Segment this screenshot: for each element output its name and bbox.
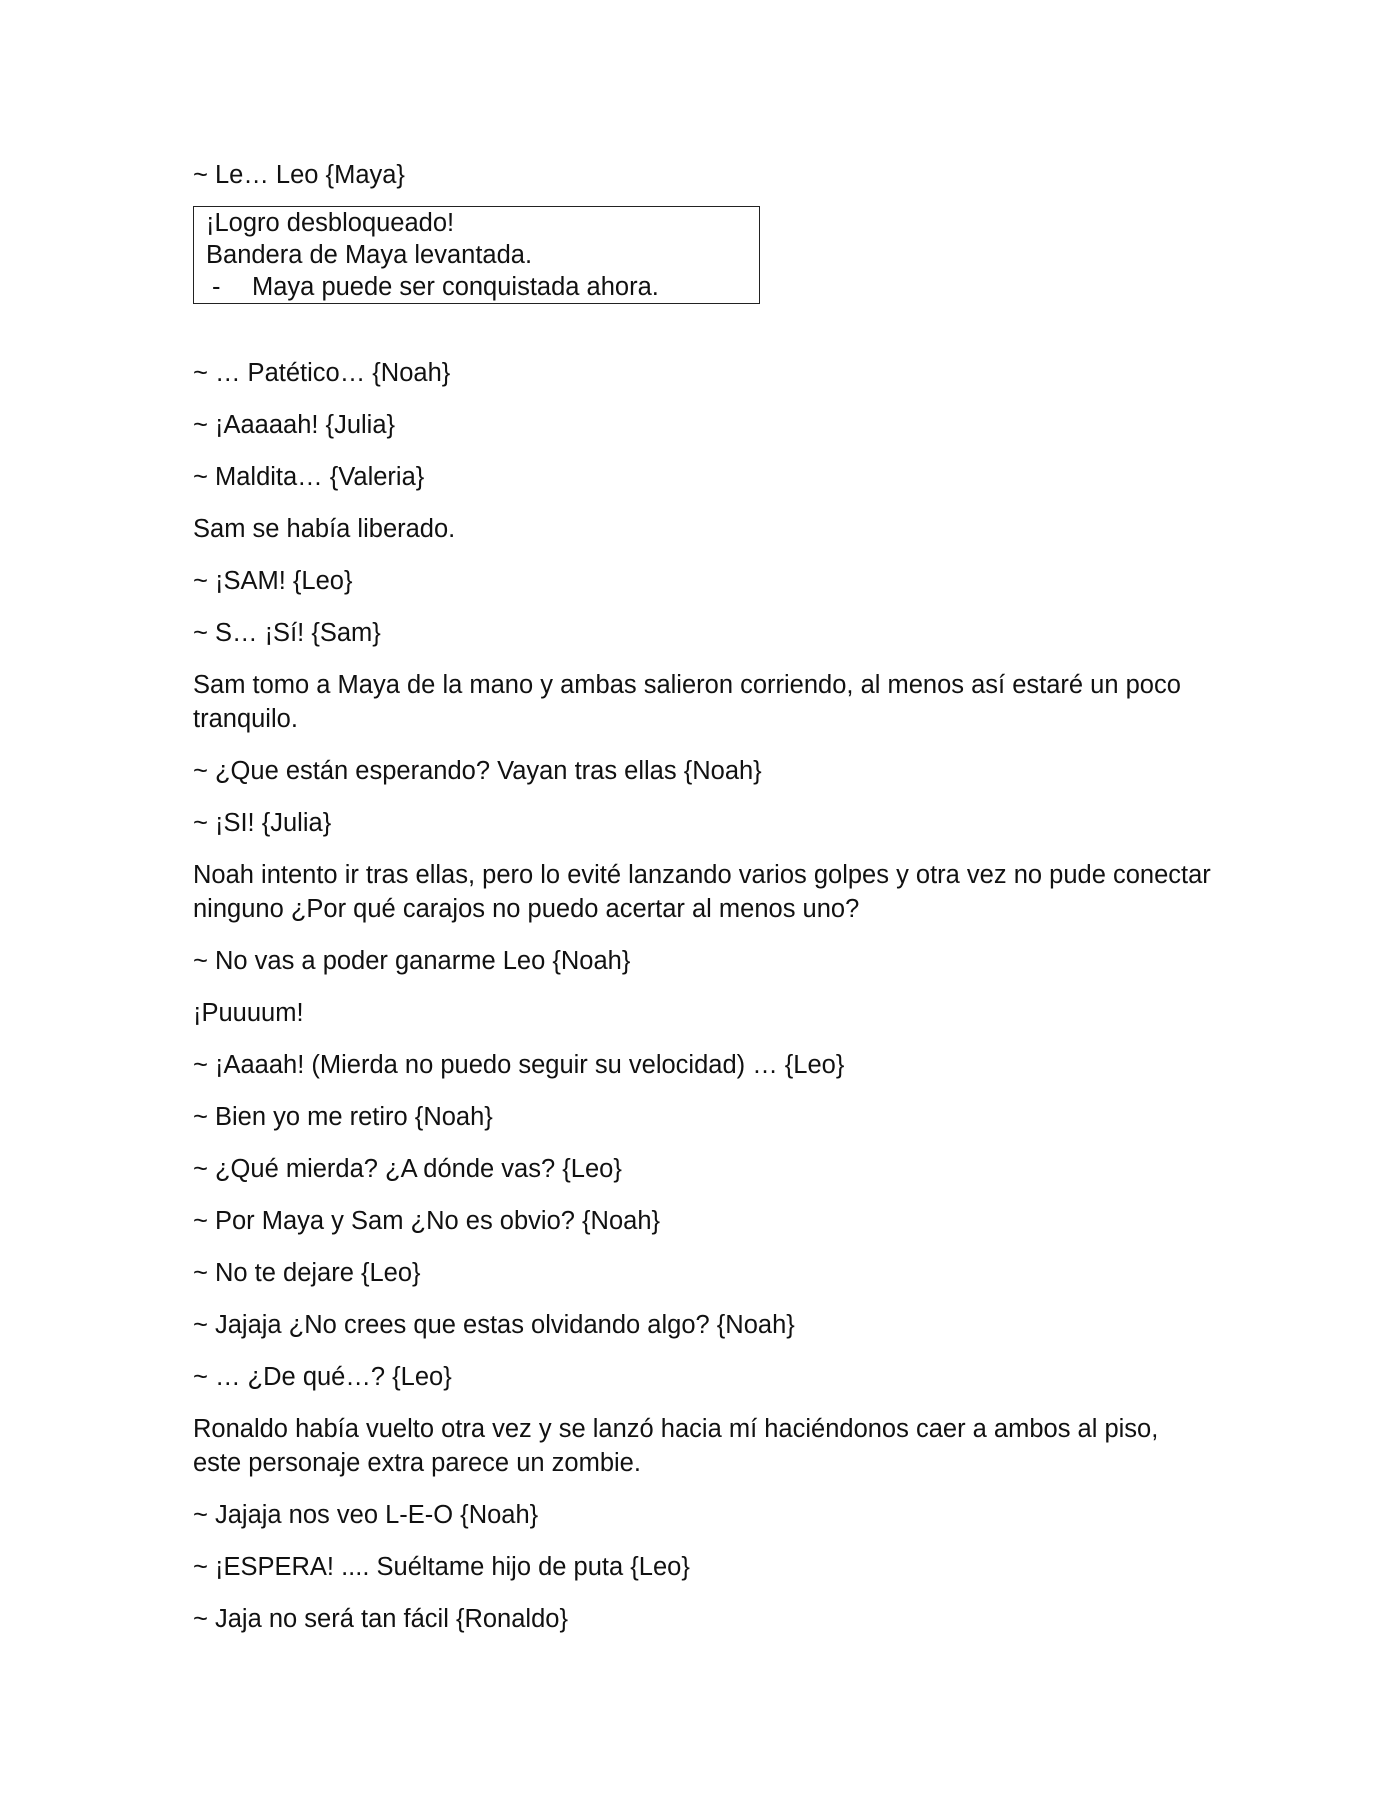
sound-effect-line: ¡Puuuum! — [193, 999, 304, 1027]
dialogue-line: ~ Maldita… {Valeria} — [193, 463, 425, 491]
dialogue-line: ~ ¿Que están esperando? Vayan tras ellas {Noah} — [193, 757, 762, 785]
dialogue-line: ~ ¡SAM! {Leo} — [193, 567, 353, 595]
achievement-bullet — [206, 271, 759, 303]
dialogue-line: ~ Le… Leo {Maya} — [193, 161, 405, 189]
document-page — [193, 158, 1218, 1654]
narration-paragraph: Ronaldo había vuelto otra vez y se lanzó hacia mí haciéndonos caer a ambos al piso, este personaje extra parece un zombie. — [193, 1415, 1166, 1477]
bullet-dash: - — [212, 273, 221, 301]
dialogue-line: ~ Por Maya y Sam ¿No es obvio? {Noah} — [193, 1207, 661, 1235]
narration-line: Sam se había liberado. — [193, 515, 456, 543]
dialogue-line: ~ No te dejare {Leo} — [193, 1259, 421, 1287]
dialogue-line: ~ … Patético… {Noah} — [193, 359, 451, 387]
bullet-text: Maya puede ser conquistada ahora. — [252, 273, 659, 301]
dialogue-line: ~ ¡ESPERA! .... Suéltame hijo de puta {Leo} — [193, 1553, 690, 1581]
dialogue-line: ~ ¡Aaaah! (Mierda no puedo seguir su velocidad) … {Leo} — [193, 1051, 845, 1079]
dialogue-line: ~ Bien yo me retiro {Noah} — [193, 1103, 493, 1131]
narration-paragraph: Sam tomo a Maya de la mano y ambas salieron corriendo, al menos así estaré un poco tranquilo. — [193, 671, 1189, 733]
achievement-box — [193, 206, 760, 304]
dialogue-line: ~ … ¿De qué…? {Leo} — [193, 1363, 452, 1391]
dialogue-line: ~ Jaja no será tan fácil {Ronaldo} — [193, 1605, 568, 1633]
dialogue-line: ~ S… ¡Sí! {Sam} — [193, 619, 381, 647]
achievement-title: ¡Logro desbloqueado! — [206, 209, 455, 237]
dialogue-line: ~ No vas a poder ganarme Leo {Noah} — [193, 947, 631, 975]
dialogue-line: ~ ¿Qué mierda? ¿A dónde vas? {Leo} — [193, 1155, 622, 1183]
dialogue-line: ~ Jajaja ¿No crees que estas olvidando algo? {Noah} — [193, 1311, 795, 1339]
dialogue-line: ~ Jajaja nos veo L-E-O {Noah} — [193, 1501, 539, 1529]
dialogue-line: ~ ¡Aaaaah! {Julia} — [193, 411, 396, 439]
narration-paragraph: Noah intento ir tras ellas, pero lo evité lanzando varios golpes y otra vez no pude conectar ninguno ¿Por qué carajos no puedo acertar al menos uno? — [193, 861, 1218, 923]
achievement-description: Bandera de Maya levantada. — [206, 241, 533, 269]
dialogue-line: ~ ¡SI! {Julia} — [193, 809, 332, 837]
